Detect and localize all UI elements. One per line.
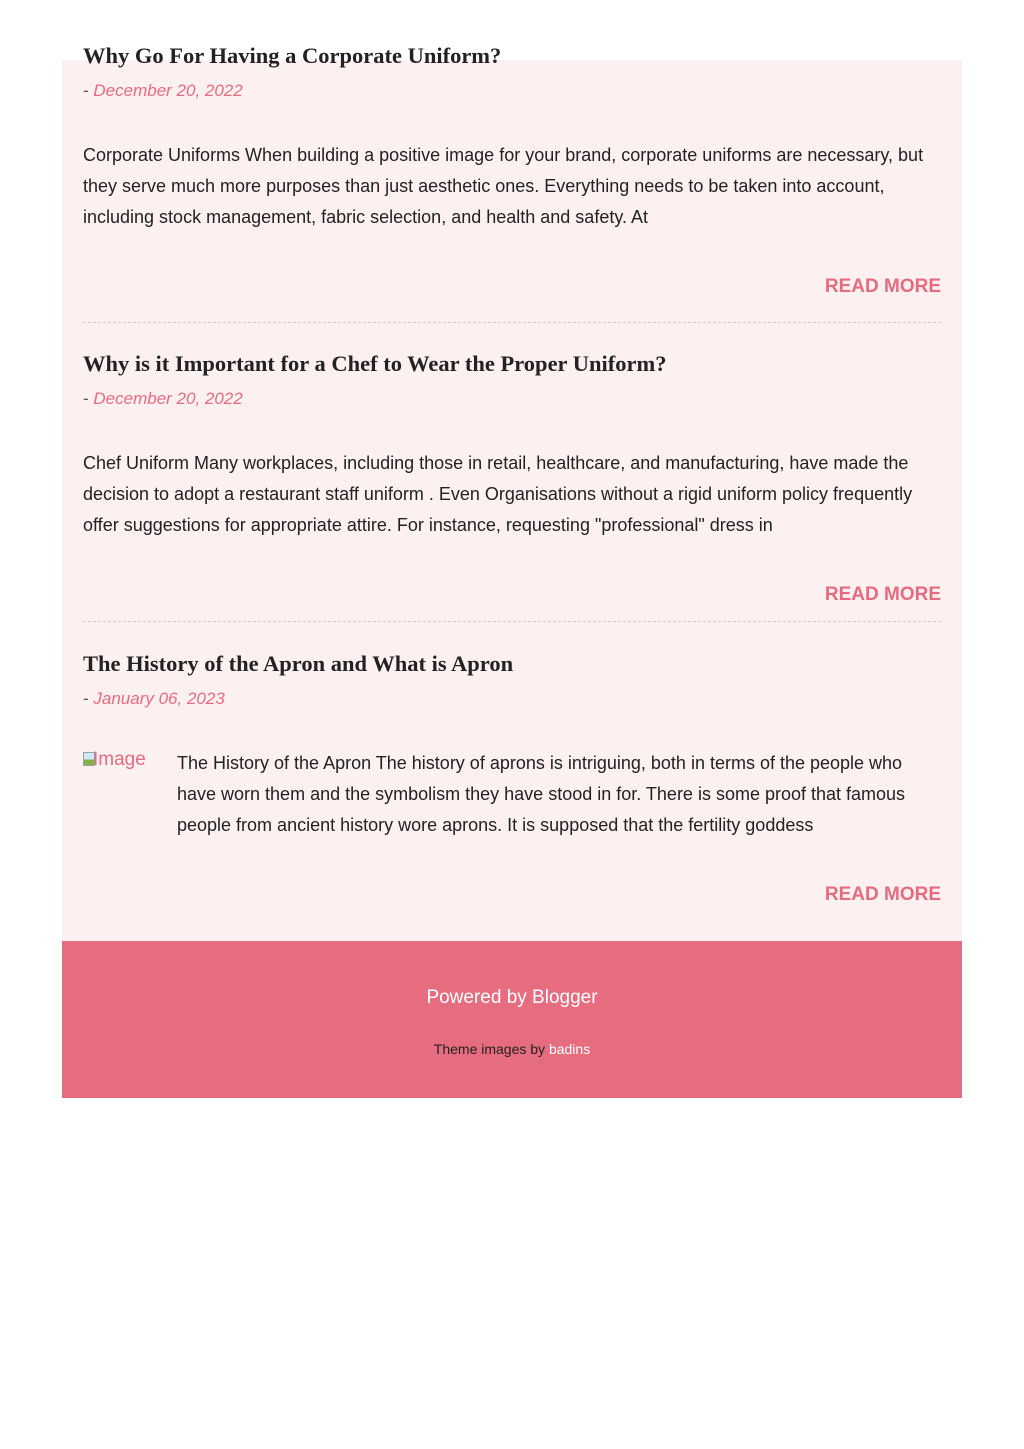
post-separator bbox=[83, 322, 941, 323]
powered-by-blogger[interactable]: Powered by Blogger bbox=[426, 987, 598, 1008]
post-date-link[interactable]: January 06, 2023 bbox=[93, 689, 225, 708]
post-date-link[interactable]: December 20, 2022 bbox=[93, 81, 243, 100]
post-item bbox=[83, 650, 941, 907]
read-more-link[interactable]: READ MORE bbox=[824, 584, 941, 605]
blog-footer bbox=[62, 941, 962, 1098]
theme-credit-link[interactable]: badins bbox=[548, 1041, 591, 1057]
post-date-prefix: - bbox=[83, 689, 94, 708]
theme-credit bbox=[62, 1040, 962, 1058]
post-item bbox=[83, 350, 941, 607]
read-more-link[interactable]: READ MORE bbox=[824, 884, 941, 905]
post-snippet: Chef Uniform Many workplaces, including those in retail, healthcare, and manufacturing, have made the decision to adopt a restaurant staff uniform . Even Organisations without a rigid uniform policy frequently offer suggestions for appropriate attire. For instance, requesting "professional" dress in bbox=[83, 453, 913, 535]
theme-credit-text: Theme images by bbox=[433, 1041, 549, 1057]
blog-posts-container bbox=[62, 43, 962, 941]
post-snippet: Corporate Uniforms When building a positive image for your brand, corporate uniforms are necessary, but they serve much more purposes than just aesthetic ones. Everything needs to be taken into account, including stock management, fabric selection, and health and safety. At bbox=[83, 145, 924, 227]
post-snippet-row bbox=[83, 748, 941, 841]
post-item bbox=[83, 42, 941, 299]
post-title[interactable]: The History of the Apron and What is Apron bbox=[83, 651, 514, 676]
post-date bbox=[83, 388, 941, 410]
read-more-link[interactable]: READ MORE bbox=[824, 276, 941, 297]
post-date bbox=[83, 688, 941, 710]
post-title[interactable]: Why is it Important for a Chef to Wear the Proper Uniform? bbox=[83, 351, 667, 376]
post-separator bbox=[83, 621, 941, 622]
post-thumbnail[interactable] bbox=[83, 747, 177, 841]
post-date-link[interactable]: December 20, 2022 bbox=[93, 389, 243, 408]
post-date-prefix: - bbox=[83, 389, 94, 408]
post-snippet: The History of the Apron The history of aprons is intriguing, both in terms of the people who have worn them and the symbolism they have stood in for. There is some proof that famous people from ancient history wore aprons. It is supposed that the fertility goddess bbox=[177, 753, 906, 835]
post-title[interactable]: Why Go For Having a Corporate Uniform? bbox=[83, 43, 502, 68]
post-date bbox=[83, 80, 941, 102]
post-thumbnail-alt: Image bbox=[93, 749, 146, 770]
post-date-prefix: - bbox=[83, 81, 94, 100]
